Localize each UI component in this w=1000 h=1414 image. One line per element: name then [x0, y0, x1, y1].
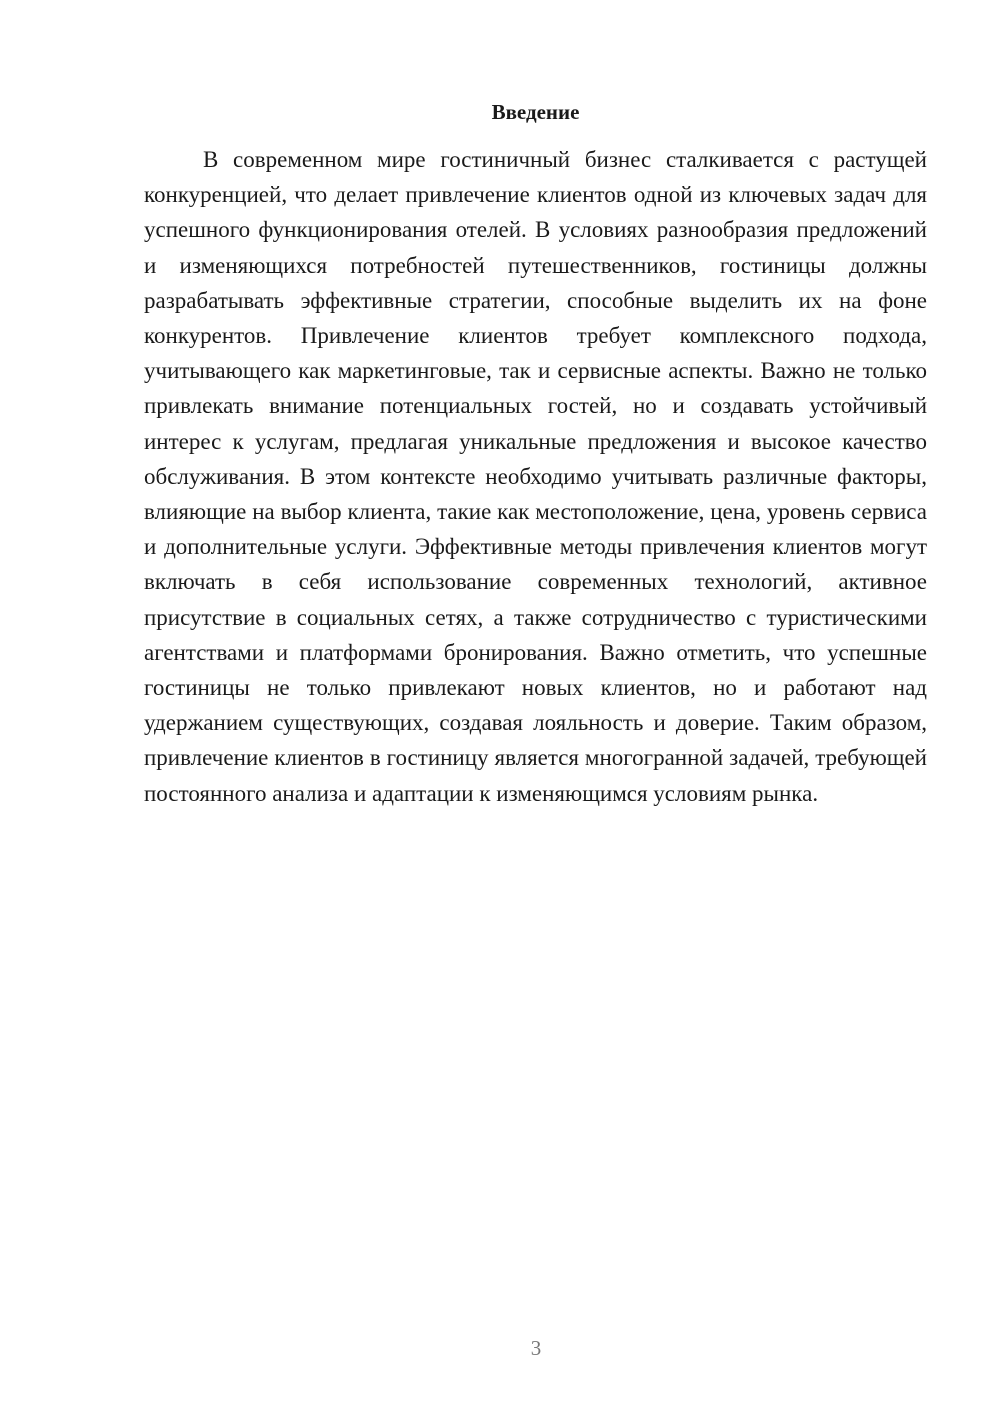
body-paragraph: В современном мире гостиничный бизнес сталкивается с растущей конкуренцией, что делает привлечение клиентов одной из ключевых задач для успешного функционирования отелей. В условиях разнообразия предложений и изменяющихся потребностей путешественников, гостиницы должны разрабатывать эффективные стратегии, способные выделить их на фоне конкурентов. Привлечение клиентов требует комплексного подхода, учитывающего как маркетинговые, так и сервисные аспекты. Важно не только привлекать внимание потенциальных гостей, но и создавать устойчивый интерес к услугам, предлагая уникальные предложения и высокое качество обслуживания. В этом контексте необходимо учитывать различные факторы, влияющие на выбор клиента, такие как местоположение, цена, уровень сервиса и дополнительные услуги. Эффективные методы привлечения клиентов могут включать в себя использование современных технологий, активное присутствие в социальных сетях, а также сотрудничество с туристическими агентствами и платформами бронирования. Важно отметить, что успешные гостиницы не только привлекают новых клиентов, но и работают над удержанием существующих, создавая лояльность и доверие. Таким образом, привлечение клиентов в гостиницу является многогранной задачей, требующей постоянного анализа и адаптации к изменяющимся условиям рынка.: [144, 147, 927, 806]
section-heading: Введение: [491, 100, 580, 124]
page-number: 3: [530, 1336, 542, 1360]
